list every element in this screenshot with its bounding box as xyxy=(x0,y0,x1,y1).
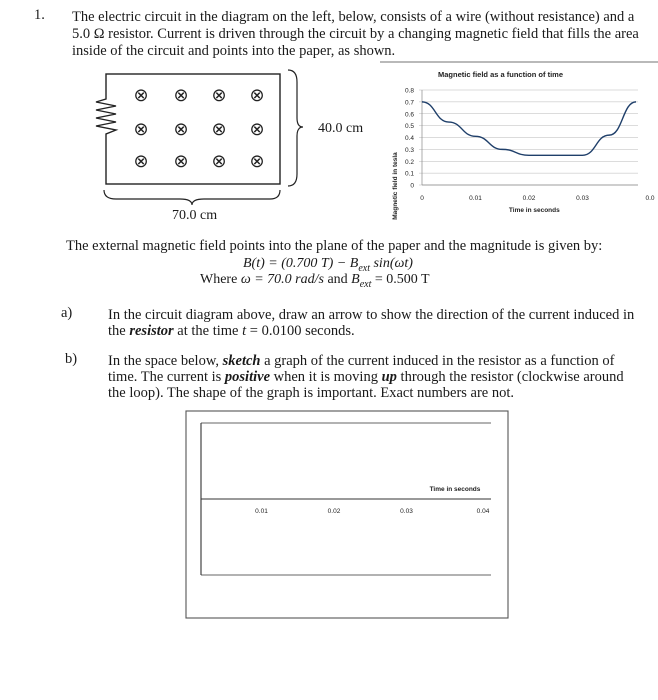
field-into-page-icon: ⊗ xyxy=(211,85,227,105)
part-b-l1-post: a graph of the current induced in the resistor as a function of xyxy=(260,353,615,369)
chart-y-tick-label: 0.8 xyxy=(404,87,414,95)
chart-x-tick-label: 0.03 xyxy=(576,195,589,202)
height-brace xyxy=(288,70,303,186)
part-b-l2-em2: up xyxy=(381,369,397,385)
width-label: 70.0 cm xyxy=(172,208,218,223)
chart-gridlines xyxy=(419,90,638,185)
part-b-l2-mid: when it is moving xyxy=(270,369,382,385)
chart-y-tick-label: 0.2 xyxy=(404,158,414,166)
magnetic-field-chart xyxy=(380,60,658,220)
chart-y-tick-label: 0.5 xyxy=(404,123,414,131)
chart-title: Magnetic field as a function of time xyxy=(438,70,564,79)
chart-y-tick-label: 0.1 xyxy=(404,170,414,178)
field-into-page-icon: ⊗ xyxy=(133,85,149,105)
sketch-x-tick-label: 0.02 xyxy=(327,508,341,515)
field-into-page-icon: ⊗ xyxy=(211,151,227,171)
chart-x-tick-label: 0.0 xyxy=(645,195,655,202)
sketch-area[interactable] xyxy=(185,410,510,620)
bext-value: = 0.500 T xyxy=(371,272,430,287)
field-into-page-icon: ⊗ xyxy=(249,151,265,171)
chart-x-axis-label: Time in seconds xyxy=(508,207,560,214)
part-a-label: a) xyxy=(61,305,73,321)
part-b-l2-post: through the resistor (clockwise around xyxy=(396,369,624,385)
bext-label: B xyxy=(351,272,360,287)
intro-line-1: The electric circuit in the diagram on the left, below, consists of a wire (without resistance) and a xyxy=(72,9,635,25)
chart-x-tick-label: 0.01 xyxy=(469,195,482,202)
omega-definition: ω = 70.0 rad/s xyxy=(240,272,324,287)
part-b-l2-em: positive xyxy=(224,369,271,385)
chart-x-tick-label: 0 xyxy=(420,195,424,202)
chart-y-tick-label: 0.3 xyxy=(404,146,414,154)
problem-number: 1. xyxy=(34,7,45,23)
sketch-x-tick-label: 0.04 xyxy=(476,508,490,515)
field-into-page-icon: ⊗ xyxy=(211,119,227,139)
sketch-x-tick-label: 0.03 xyxy=(400,508,413,515)
chart-x-ticks xyxy=(420,195,655,202)
intro-line-2: 5.0 Ω resistor. Current is driven through the circuit by a changing magnetic field that fills the area xyxy=(72,26,639,42)
field-into-page-icon: ⊗ xyxy=(173,119,189,139)
field-symbol-grid xyxy=(133,85,264,171)
part-a-line-2 xyxy=(108,323,355,340)
sketch-x-axis-label: Time in seconds xyxy=(429,486,481,493)
field-where-line xyxy=(200,271,430,293)
chart-y-tick-label: 0 xyxy=(410,182,414,190)
chart-y-axis-label: Magnetic field in tesla xyxy=(392,152,399,220)
height-label: 40.0 cm xyxy=(318,121,364,136)
where-prefix: Where xyxy=(200,272,241,287)
part-a-l2-mid: at the time xyxy=(173,323,243,339)
part-b-line-3: the loop). The shape of the graph is important. Exact numbers are not. xyxy=(108,385,515,401)
part-b-l1-em: sketch xyxy=(222,353,261,369)
chart-y-tick-label: 0.4 xyxy=(404,135,414,142)
part-b-line-1 xyxy=(108,353,614,370)
width-brace xyxy=(104,190,280,205)
part-a-l2-post: = 0.0100 seconds. xyxy=(246,323,355,339)
part-a-line-1: In the circuit diagram above, draw an arrow to show the direction of the current induced in xyxy=(108,307,635,323)
and-word: and xyxy=(323,272,352,287)
bext-sub: ext xyxy=(359,278,372,290)
field-into-page-icon: ⊗ xyxy=(133,119,149,139)
chart-x-tick-label: 0.02 xyxy=(522,195,536,202)
equation-sub: ext xyxy=(358,262,370,274)
part-a-l2-var: t xyxy=(242,323,247,339)
field-into-page-icon: ⊗ xyxy=(133,151,149,171)
sketch-x-tick-label: 0.01 xyxy=(255,508,268,515)
part-b-l2-pre: time. The current is xyxy=(108,369,225,385)
part-b-label: b) xyxy=(65,351,78,367)
part-b-l1-pre: In the space below, xyxy=(108,353,223,369)
chart-y-tick-label: 0.7 xyxy=(404,99,414,107)
chart-y-tick-label: 0.6 xyxy=(404,111,414,119)
part-b-line-2 xyxy=(108,369,624,386)
equation-main: B(t) = (0.700 T) − B xyxy=(243,256,359,271)
field-into-page-icon: ⊗ xyxy=(249,119,265,139)
intro-line-3: inside of the circuit and points into the paper, as shown. xyxy=(72,43,396,59)
field-into-page-icon: ⊗ xyxy=(173,151,189,171)
part-a-l2-pre: the xyxy=(108,323,130,339)
part-a-l2-em: resistor xyxy=(129,323,174,339)
chart-series-line xyxy=(422,102,636,155)
field-into-page-icon: ⊗ xyxy=(173,85,189,105)
field-intro: The external magnetic field points into the plane of the paper and the magnitude is given by: xyxy=(66,238,603,254)
chart-y-ticks xyxy=(405,88,414,190)
equation-tail: sin(ωt) xyxy=(369,256,413,271)
field-into-page-icon: ⊗ xyxy=(249,85,265,105)
sketch-frame xyxy=(186,411,508,618)
